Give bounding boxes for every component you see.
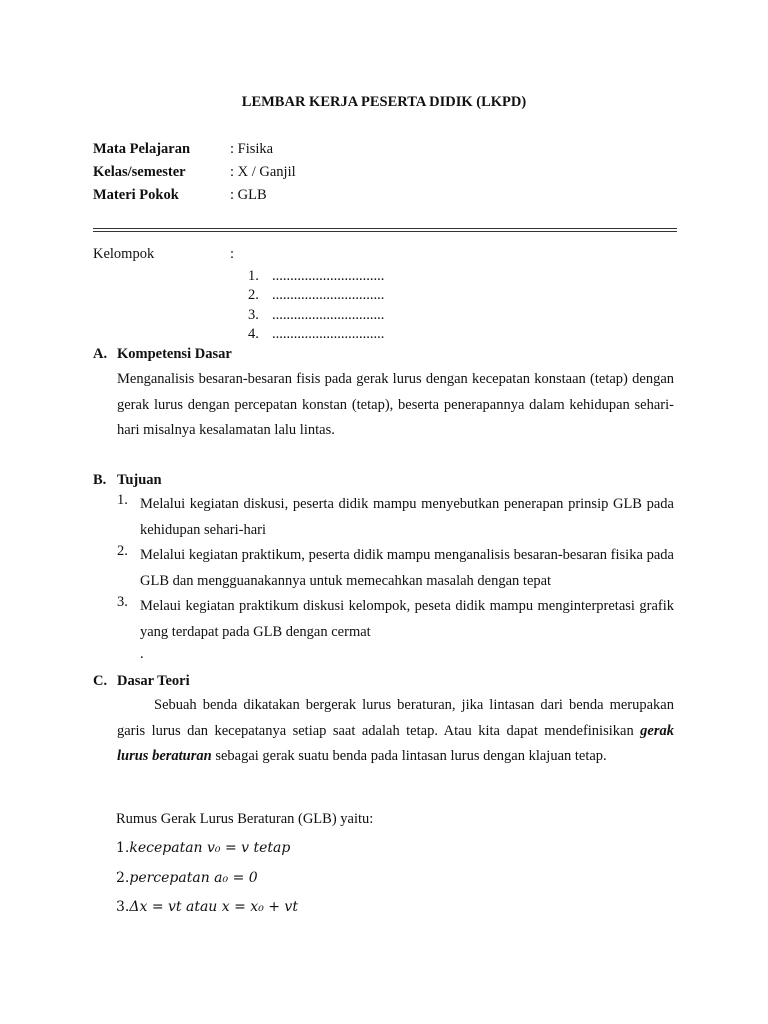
trailing-dot: .	[140, 646, 144, 662]
theory-text-end: sebagai gerak suatu benda pada lintasan lurus dengan klajuan tetap.	[211, 748, 607, 764]
formula-expression: kecepatan v₀ = v tetap	[129, 840, 291, 856]
formula-intro: Rumus Gerak Lurus Beraturan (GLB) yaitu:	[116, 811, 374, 827]
group-colon: :	[230, 246, 235, 262]
formula-line	[116, 899, 298, 915]
header-divider-top	[93, 228, 677, 229]
section-title: Dasar Teori	[117, 673, 190, 689]
theory-text-start: Sebuah benda dikatakan bergerak lurus beraturan, jika lintasan dari benda merupakan garis lurus dan kecepatanya setiap saat adalah tetap. Atau kita dapat mendefinisikan	[117, 697, 674, 739]
member-number: 4.	[248, 326, 259, 342]
formula-line	[116, 870, 258, 886]
section-letter: B.	[93, 472, 107, 488]
member-blank: ...............................	[272, 287, 385, 303]
section-c-heading	[93, 673, 190, 690]
objective-text: Melaui kegiatan praktikum diskusi kelompok, peseta didik mampu menginterpretasi grafik yang terdapat pada GLB dengan cermat	[140, 598, 674, 640]
group-member-line[interactable]	[248, 307, 384, 324]
formula-line	[116, 840, 290, 856]
objective-number: 3.	[117, 594, 128, 610]
group-label: Kelompok	[93, 246, 155, 262]
section-letter: C.	[93, 673, 108, 689]
section-title: Kompetensi Dasar	[117, 346, 232, 362]
objective-number: 2.	[117, 543, 128, 559]
objective-text: Melalui kegiatan diskusi, peserta didik mampu menyebutkan penerapan prinsip GLB pada kehidupan sehari-hari	[140, 496, 674, 538]
member-blank: ...............................	[272, 307, 385, 323]
formula-number: 3.	[116, 899, 130, 915]
topic-label: Materi Pokok	[93, 187, 179, 203]
member-blank: ...............................	[272, 268, 385, 284]
group-member-line[interactable]	[248, 287, 384, 304]
formula-number: 2.	[116, 870, 130, 886]
class-label: Kelas/semester	[93, 164, 186, 180]
member-blank: ...............................	[272, 326, 385, 342]
section-title: Tujuan	[117, 472, 162, 488]
section-c-text	[117, 693, 674, 770]
member-number: 1.	[248, 268, 259, 284]
class-value: : X / Ganjil	[230, 164, 296, 180]
objective-text: Melalui kegiatan praktikum, peserta didik mampu menganalisis besaran-besaran fisika pada GLB dan mengguanakannya untuk memecahkan masalah dengan tepat	[140, 547, 674, 589]
formula-expression: percepatan a₀ = 0	[129, 870, 258, 886]
objective-item	[117, 543, 674, 594]
section-a-text: Menganalisis besaran-besaran fisis pada gerak lurus dengan kecepatan konstaan (tetap) dengan gerak lurus dengan percepatan konstan (tetap), beserta penerapannya dalam kehidupan sehari-hari misalnya kesalamatan lalu lintas.	[117, 371, 674, 438]
objective-item	[117, 594, 674, 645]
formula-number: 1.	[116, 840, 130, 856]
section-b-heading	[93, 472, 162, 489]
objective-item	[117, 492, 674, 543]
header-divider-bottom	[93, 231, 677, 232]
document-title: LEMBAR KERJA PESERTA DIDIK (LKPD)	[241, 94, 527, 110]
member-number: 3.	[248, 307, 259, 323]
group-member-line[interactable]	[248, 326, 384, 343]
formula-expression: Δx = vt atau x = x₀ + vt	[129, 899, 298, 915]
group-member-line[interactable]	[248, 268, 384, 285]
topic-value: : GLB	[230, 187, 267, 203]
member-number: 2.	[248, 287, 259, 303]
objective-number: 1.	[117, 492, 128, 508]
section-letter: A.	[93, 346, 108, 362]
subject-label: Mata Pelajaran	[93, 141, 191, 157]
section-a-heading	[93, 346, 232, 363]
theory-emphasis: gerak lurus beraturan	[117, 722, 674, 764]
subject-value: : Fisika	[230, 141, 274, 157]
